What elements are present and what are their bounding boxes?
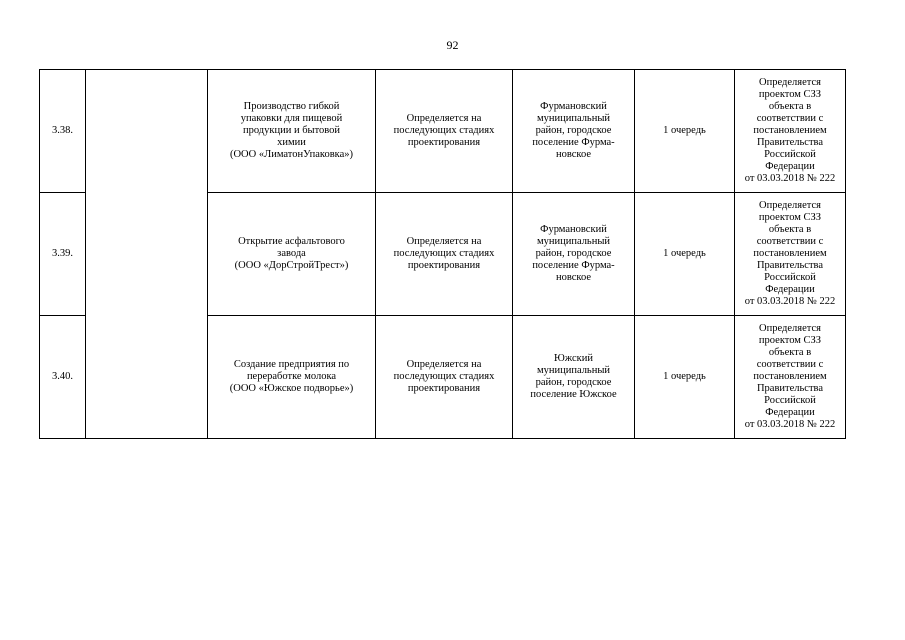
object-name-line: (ООО «ЛиматонУпаковка»): [229, 149, 354, 160]
note-line: объекта в: [768, 101, 812, 112]
location-line: муниципальный: [536, 365, 611, 376]
note-line: Российской: [764, 149, 816, 160]
location-line: муниципальный: [536, 236, 611, 247]
note-line: Федерации: [765, 407, 815, 418]
stage-line: проектирования: [407, 260, 481, 271]
queue-cell: 1 очередь: [635, 70, 735, 193]
note-line: от 03.03.2018 № 222: [744, 296, 836, 307]
note-line: Определяется: [759, 200, 821, 211]
note-line: проектом СЗЗ: [758, 89, 822, 100]
row-number: 3.39.: [40, 193, 86, 316]
note-line: от 03.03.2018 № 222: [744, 173, 836, 184]
object-name-line: Открытие асфальтового: [238, 236, 345, 247]
note-line: постановлением: [753, 125, 827, 136]
note-line: постановлением: [753, 248, 827, 259]
note-line: Федерации: [765, 284, 815, 295]
note-line: Правительства: [756, 260, 824, 271]
note-line: Определяется: [759, 323, 821, 334]
note-line: от 03.03.2018 № 222: [744, 419, 836, 430]
note-line: соответствии с: [756, 359, 824, 370]
stage-line: последующих стадиях: [393, 371, 495, 382]
location-line: новское: [555, 272, 592, 283]
location-cell: [513, 193, 635, 316]
object-name-line: упаковки для пищевой: [240, 113, 343, 124]
object-name-cell: [208, 316, 376, 439]
note-line: проектом СЗЗ: [758, 212, 822, 223]
stage-line: последующих стадиях: [393, 248, 495, 259]
location-line: район, городское: [535, 125, 612, 136]
location-line: поселение Южское: [530, 389, 617, 400]
location-line: район, городское: [535, 248, 612, 259]
location-cell: [513, 70, 635, 193]
stage-line: Определяется на: [406, 236, 482, 247]
stage-cell: [376, 70, 513, 193]
object-name-cell: [208, 70, 376, 193]
location-line: муниципальный: [536, 113, 611, 124]
note-line: Российской: [764, 272, 816, 283]
note-line: объекта в: [768, 224, 812, 235]
note-line: Федерации: [765, 161, 815, 172]
location-cell: [513, 316, 635, 439]
object-name-line: (ООО «Южское подворье»): [229, 383, 354, 394]
stage-cell: [376, 316, 513, 439]
table-row: [40, 70, 846, 193]
queue-cell: 1 очередь: [635, 193, 735, 316]
stage-line: проектирования: [407, 383, 481, 394]
object-name-cell: [208, 193, 376, 316]
stage-line: проектирования: [407, 137, 481, 148]
object-name-line: переработке молока: [246, 371, 337, 382]
row-number: 3.38.: [40, 70, 86, 193]
page-number: 92: [446, 38, 459, 52]
note-cell: [735, 316, 846, 439]
note-line: постановлением: [753, 371, 827, 382]
location-line: поселение Фурма-: [532, 137, 615, 148]
objects-table: [39, 69, 846, 439]
object-name-line: Производство гибкой: [243, 101, 340, 112]
group-cell: [86, 70, 208, 439]
table-body: [40, 70, 846, 439]
object-name-line: Создание предприятия по: [233, 359, 350, 370]
location-line: новское: [555, 149, 592, 160]
object-name-line: завода: [277, 248, 306, 259]
location-line: Фурмановский: [540, 224, 607, 235]
note-cell: [735, 193, 846, 316]
note-line: Правительства: [756, 383, 824, 394]
queue-cell: 1 очередь: [635, 316, 735, 439]
location-line: поселение Фурма-: [532, 260, 615, 271]
stage-line: Определяется на: [406, 113, 482, 124]
note-line: объекта в: [768, 347, 812, 358]
row-number: 3.40.: [40, 316, 86, 439]
object-name-line: (ООО «ДорСтройТрест»): [234, 260, 349, 271]
location-line: Южский: [554, 353, 593, 364]
note-line: соответствии с: [756, 236, 824, 247]
stage-cell: [376, 193, 513, 316]
note-line: Правительства: [756, 137, 824, 148]
note-line: проектом СЗЗ: [758, 335, 822, 346]
note-line: Определяется: [759, 77, 821, 88]
location-line: район, городское: [535, 377, 612, 388]
object-name-line: химии: [277, 137, 306, 148]
stage-line: последующих стадиях: [393, 125, 495, 136]
note-line: Российской: [764, 395, 816, 406]
stage-line: Определяется на: [406, 359, 482, 370]
location-line: Фурмановский: [540, 101, 607, 112]
object-name-line: продукции и бытовой: [242, 125, 341, 136]
note-cell: [735, 70, 846, 193]
note-line: соответствии с: [756, 113, 824, 124]
